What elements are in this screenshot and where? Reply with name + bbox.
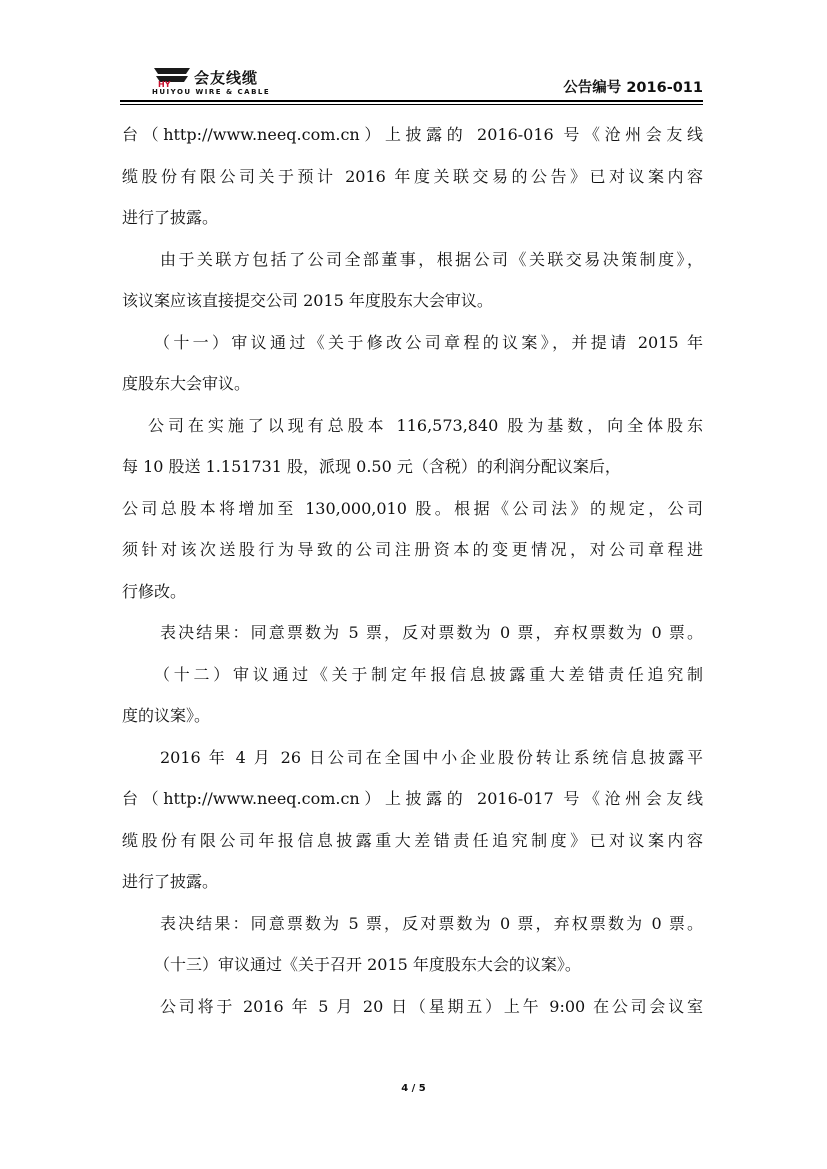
text-line: 表决结果：同意票数为 5 票，反对票数为 0 票，弃权票数为 0 票。 (160, 913, 703, 933)
text-line: 度的议案》。 (122, 706, 211, 725)
page-header (120, 60, 703, 100)
text-line: 进行了披露。 (122, 208, 219, 227)
text-line: 该议案应该直接提交公司 2015 年度股东大会审议。 (122, 291, 493, 310)
text-line: 缆股份有限公司关于预计 2016 年度关联交易的公告》已对议案内容 (122, 166, 703, 186)
header-rule-thin (120, 104, 703, 105)
text-line: 行修改。 (122, 581, 187, 601)
text-line: 每 10 股送 1.151731 股，派现 0.50 元（含税）的利润分配议案后， (122, 457, 621, 476)
page-number: 4 / 5 (401, 1083, 426, 1094)
text-line: 须针对该次送股行为导致的公司注册资本的变更情况，对公司章程进 (122, 540, 703, 559)
document-body (122, 114, 703, 1027)
company-logo (152, 64, 352, 98)
text-line: 由于关联方包括了公司全部董事，根据公司《关联交易决策制度》， (160, 249, 703, 269)
text-line: 2016 年 4 月 26 日公司在全国中小企业股份转让系统信息披露平 (160, 747, 703, 767)
announcement-number: 公告编号 2016-011 (563, 80, 703, 96)
text-line: 缆股份有限公司年报信息披露重大差错责任追究制度》已对议案内容 (122, 830, 703, 850)
logo-text-en: HUIYOU WIRE & CABLE (152, 88, 271, 96)
text-line: 度股东大会审议。 (122, 374, 251, 393)
text-line: 公司在实施了以现有总股本 116,573,840 股为基数，向全体股东 (148, 415, 703, 435)
text-line: 表决结果：同意票数为 5 票，反对票数为 0 票，弃权票数为 0 票。 (160, 623, 703, 642)
logo-mark-icon (152, 66, 192, 88)
text-line: （十三）审议通过《关于召开 2015 年度股东大会的议案》。 (154, 955, 581, 974)
text-line: （十一）审议通过《关于修改公司章程的议案》，并提请 2015 年 (154, 332, 703, 352)
header-rule-thick (120, 100, 703, 102)
text-line: 进行了披露。 (122, 872, 219, 891)
text-line: 台（http://www.neeq.com.cn）上披露的 2016-016 号《沧州会友线 (122, 125, 703, 144)
text-line: 公司将于 2016 年 5 月 20 日（星期五）上午 9:00 在公司会议室 (160, 996, 703, 1016)
text-line: （十二）审议通过《关于制定年报信息披露重大差错责任追究制 (154, 664, 703, 684)
logo-text-cn: 会友线缆 (194, 69, 259, 87)
text-line: 公司总股本将增加至 130,000,010 股。根据《公司法》的规定，公司 (122, 498, 703, 518)
text-line: 台（http://www.neeq.com.cn）上披露的 2016-017 号《沧州会友线 (122, 789, 703, 808)
logo-mark-text: HY (158, 80, 171, 88)
